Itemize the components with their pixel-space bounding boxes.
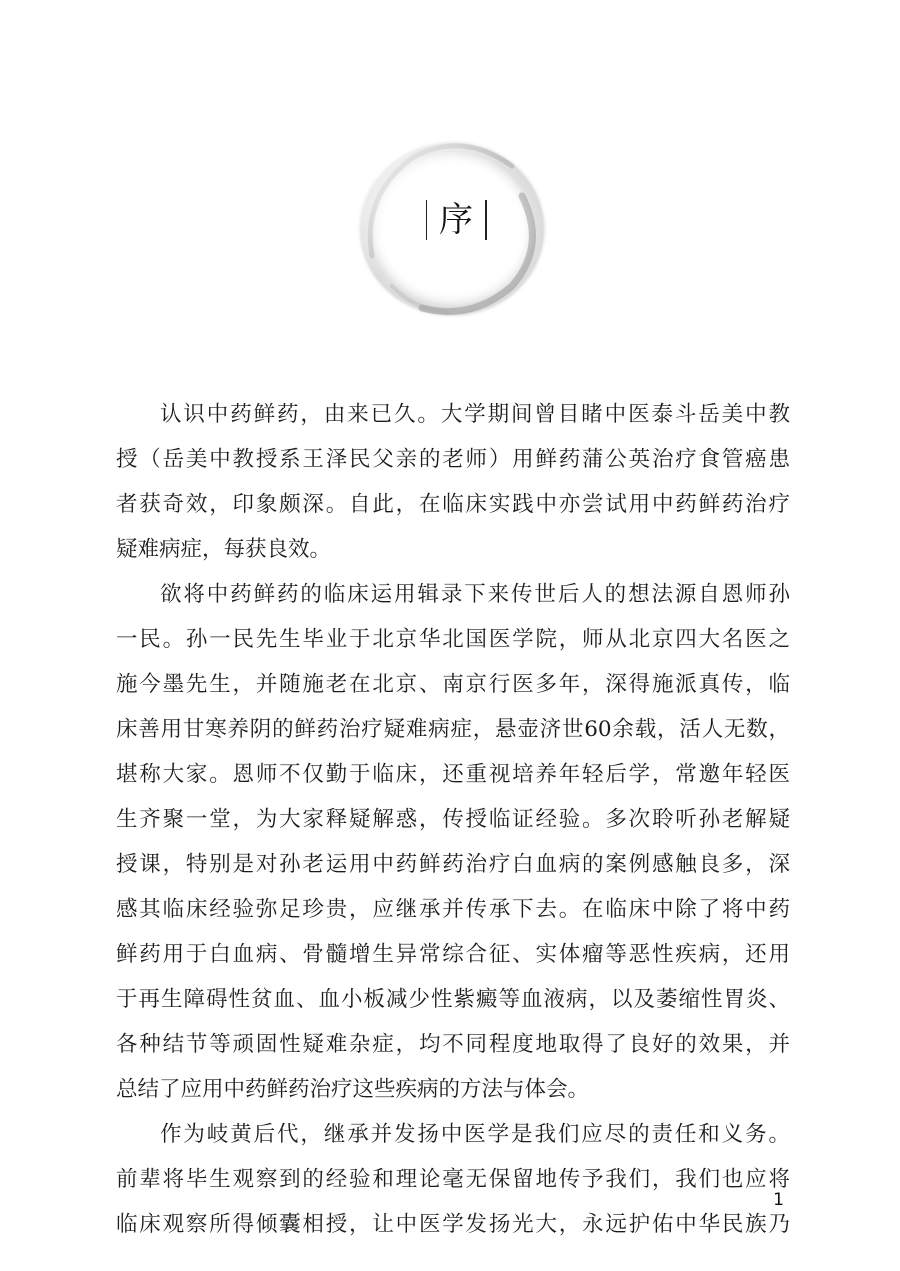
paragraph-2-line-1: 欲将中药鲜药的临床运用辑录下来传世后人的想法源自恩师孙 xyxy=(160,582,790,607)
paragraph-2-line-12: 总结了应用中药鲜药治疗这些疾病的方法与体会。 xyxy=(116,1077,590,1102)
title-text: 序 xyxy=(439,200,473,240)
paragraph-2-line-8: 感其临床经验弥足珍贵，应继承并传承下去。在临床中除了将中药 xyxy=(116,897,790,922)
paragraph-2-line-7: 授课，特别是对孙老运用中药鲜药治疗白血病的案例感触良多，深 xyxy=(116,852,790,877)
paragraph-3-line-2: 前辈将毕生观察到的经验和理论毫无保留地传予我们，我们也应将 xyxy=(116,1167,790,1192)
paragraph-2-line-11: 各种结节等顽固性疑难杂症，均不同程度地取得了良好的效果，并 xyxy=(116,1032,790,1057)
paragraph-2-line-6: 生齐聚一堂，为大家释疑解惑，传授临证经验。多次聆听孙老解疑 xyxy=(116,807,790,832)
paragraph-2-line-5: 堪称大家。恩师不仅勤于临床，还重视培养年轻后学，常邀年轻医 xyxy=(116,762,790,787)
title-right-bar xyxy=(485,200,487,240)
paragraph-2-line-2: 一民。孙一民先生毕业于北京华北国医学院，师从北京四大名医之 xyxy=(116,627,790,652)
page-number: 1 xyxy=(773,1190,784,1210)
paragraph-2-line-3: 施今墨先生，并随施老在北京、南京行医多年，深得施派真传，临 xyxy=(116,672,790,697)
body-text xyxy=(116,392,790,1247)
paragraph-3-line-1: 作为岐黄后代，继承并发扬中医学是我们应尽的责任和义务。 xyxy=(160,1122,790,1147)
paragraph-1-line-3: 者获奇效，印象颇深。自此，在临床实践中亦尝试用中药鲜药治疗 xyxy=(116,492,790,517)
paragraph-3-line-3: 临床观察所得倾囊相授，让中医学发扬光大，永远护佑中华民族乃 xyxy=(116,1212,790,1237)
paragraph-1-line-2: 授（岳美中教授系王泽民父亲的老师）用鲜药蒲公英治疗食管癌患 xyxy=(116,447,790,472)
paragraph-2-line-10: 于再生障碍性贫血、血小板减少性紫癜等血液病，以及萎缩性胃炎、 xyxy=(116,987,790,1012)
paragraph-2-line-4: 床善用甘寒养阴的鲜药治疗疑难病症，悬壶济世60余载，活人无数， xyxy=(116,717,790,742)
paragraph-2-line-9: 鲜药用于白血病、骨髓增生异常综合征、实体瘤等恶性疾病，还用 xyxy=(116,942,790,967)
paragraph-1-line-4: 疑难病症，每获良效。 xyxy=(116,537,332,562)
paragraph-1-line-1: 认识中药鲜药，由来已久。大学期间曾目睹中医泰斗岳美中教 xyxy=(160,402,790,427)
title-left-bar xyxy=(426,200,428,240)
chapter-title xyxy=(420,196,492,244)
